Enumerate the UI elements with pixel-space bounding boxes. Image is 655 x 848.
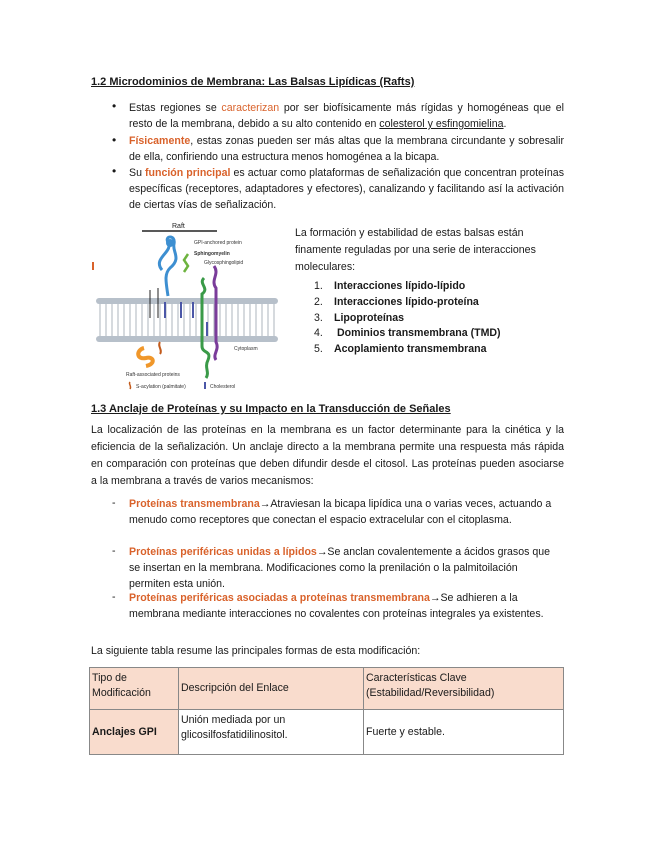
dash-marker: - xyxy=(112,497,116,509)
modification-table xyxy=(89,667,564,755)
table-cell: Fuerte y estable. xyxy=(364,710,564,755)
table-header-cell: Descripción del Enlace xyxy=(179,668,364,710)
list-item: 2. Interacciones lípido-proteína xyxy=(314,296,479,308)
table-cell: Anclajes GPI xyxy=(90,710,179,755)
list-item: 1. Interacciones lípido-lípido xyxy=(314,280,466,292)
gpi-label: GPI-anchored protein xyxy=(194,240,242,246)
arrow-icon: → xyxy=(316,546,328,558)
section-title-anclaje: 1.3 Anclaje de Proteínas y su Impacto en la Transducción de Señales xyxy=(91,403,451,415)
dash-marker: - xyxy=(112,591,116,603)
s-acylation-label: S-acylation (palmitate) xyxy=(136,384,186,390)
bullet-2: Físicamente, estas zonas pueden ser más altas que la membrana circundante y sobresalir de ella, confiriendo una estructura menos homogénea a la bicapa. xyxy=(129,135,564,163)
cholesterol-label: Cholesterol xyxy=(210,384,236,390)
bullet-dot: • xyxy=(112,164,117,178)
list-item: 3. Lipoproteínas xyxy=(314,312,405,324)
anclaje-paragraph: La localización de las proteínas en la membrana es un factor determinante para la cinética y la eficiencia de la señalización. Un anclaje directo a la membrana permite una respuesta más rápida en comparación con proteínas que deben difundir desde el citosol. Las proteínas pueden asociarse a la membrana a través de varios mecanismos: xyxy=(91,424,564,487)
table-intro: La siguiente tabla resume las principales formas de esta modificación: xyxy=(91,645,421,657)
list-item: 4. Dominios transmembrana (TMD) xyxy=(314,327,501,339)
raft-intro: La formación y estabilidad de estas balsas están finamente reguladas por una serie de interacciones moleculares: xyxy=(295,227,536,273)
list-item: 5. Acoplamiento transmembrana xyxy=(314,343,487,355)
bullet-dot: • xyxy=(112,133,117,147)
lipid-raft-figure xyxy=(92,218,280,390)
section-title-rafts: 1.2 Microdominios de Membrana: Las Balsas Lipídicas (Rafts) xyxy=(91,76,415,88)
mechanism-item-2: Proteínas periféricas unidas a lípidos→Se anclan covalentemente a ácidos grasos que se insertan en la membrana. Modificaciones como la prenilación o la palmitoilación permiten esta unión. xyxy=(129,546,551,590)
bullet-1: Estas regiones se caracterizan por ser biofísicamente más rígidas y homogéneas que el resto de la membrana, debido a su alto contenido en colesterol y esfingomielina. xyxy=(129,102,565,130)
arrow-icon: → xyxy=(259,498,271,510)
glyco-label: Glycosphingolipid xyxy=(204,260,244,266)
cytoplasm-label: Cytoplasm xyxy=(234,346,258,352)
mechanism-item-1: Proteínas transmembrana→Atraviesan la bicapa lipídica una o varias veces, actuando a menudo como receptores que conectan el espacio extracelular con el citoplasma. xyxy=(129,498,552,526)
raft-assoc-label: Raft-associated proteins xyxy=(126,372,180,378)
table-header-cell: Características Clave (Estabilidad/Reversibilidad) xyxy=(364,668,564,710)
mechanism-item-3: Proteínas periféricas asociadas a proteínas transmembrana→Se adhieren a la membrana mediante interacciones no covalentes con proteínas integrales ya existentes. xyxy=(129,592,544,620)
arrow-icon: → xyxy=(429,592,441,604)
bullet-3: Su función principal es actuar como plataformas de señalización que concentran proteínas específicas (receptores, adaptadores y efectores), canalizando y facilitando así la activación de ciertas vías de señalización. xyxy=(129,167,564,211)
table-row xyxy=(90,710,564,755)
table-cell: Unión mediada por un glicosilfosfatidilinositol. xyxy=(179,710,364,755)
bullet-dot: • xyxy=(112,99,117,113)
table-header-cell: Tipo de Modificación xyxy=(90,668,179,710)
dash-marker: - xyxy=(112,545,116,557)
table-header-row xyxy=(90,668,564,710)
sphingo-label: Sphingomyelin xyxy=(194,251,230,257)
raft-label: Raft xyxy=(172,223,185,230)
